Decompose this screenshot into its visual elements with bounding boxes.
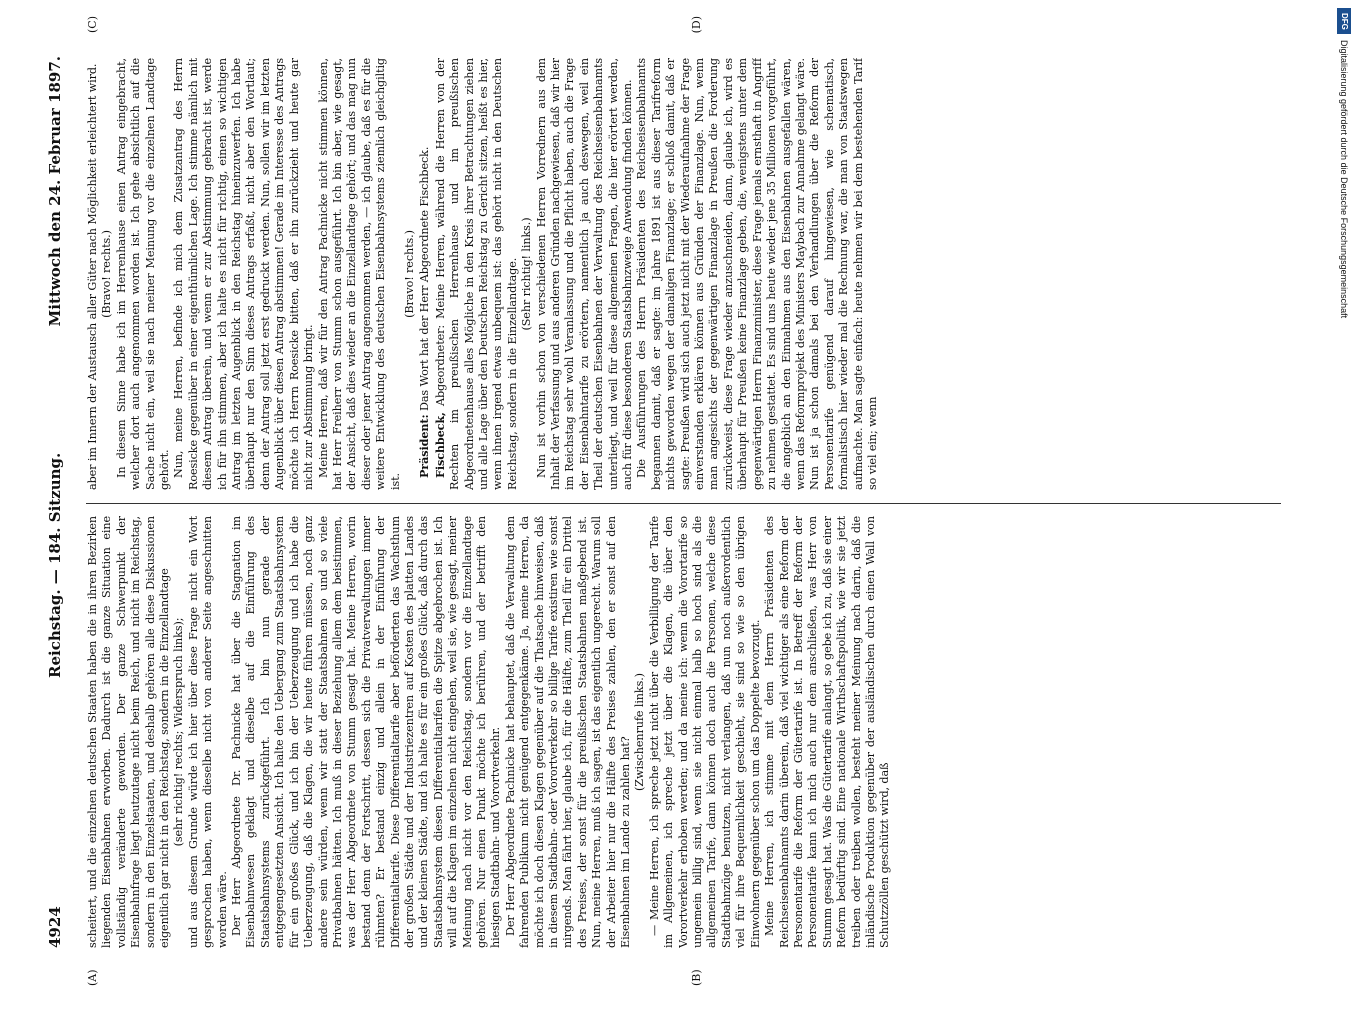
digitization-credit: Digitalisierung gefördert durch die Deutsche Forschungsgemeinschaft (1339, 40, 1349, 319)
paragraph-text: Der Herr Abgeordnete Pachnicke hat behauptet, daß die Verwaltung dem fahrenden Publikum nicht genügend entgegenkäme. Ja, meine Herren, da möchte ich doch diesen Klagen gegenüber auf die Thatsache hinweisen, daß in diesem Stadtbahn- oder Vorortverkehr so billige Tarife existiren wie sonst nirgends. Man fährt hier, glaube ich, für die Hälfte, zum Theil für ein Drittel des Preises, der sonst für die preußischen Staatsbahnen maßgebend ist. Nun, meine Herren, muß ich sagen, ist das eigentlich ungerecht. Warum soll der Arbeiter hier nur die Hälfte des Preises zahlen, den er sonst auf den Eisenbahnen im Lande zu zahlen hat? (503, 516, 633, 948)
paragraph-text: Meine Herren, ich stimme mit dem Herrn Präsidenten des Reichseisenbahnamts darin überein, daß viel wichtiger als eine Reform der Personentarife die Reform der Gütertarife ist. In Betreff der Reform der Personentarife kann ich mich auch nur dem anschließen, was Herr von Stumm gesagt hat. Was die Gütertarife anlangt, so gebe ich zu, daß sie einer Reform bedürftig sind. Eine nationale Wirthschaftspolitik, wie wir sie jetzt treiben oder treiben wollen, besteht meiner Meinung nach darin, daß die inländische Produktion gegenüber der ausländischen durch einen Wall von Schutzzöllen geschützt wird, daß (763, 516, 892, 948)
paragraph (115, 58, 173, 490)
interjection (633, 516, 647, 948)
left-column (86, 516, 1281, 948)
page-number: 4924 (46, 906, 64, 948)
paragraph (417, 58, 432, 490)
paragraph-text: (Bravo! rechts.) (402, 230, 416, 318)
column-divider (86, 503, 1281, 504)
text-columns (86, 56, 1290, 948)
paragraph-text: Abgeordneter: Meine Herren, während die Herren von der Rechten im preußischen Herrenhause und im preußischen Abgeordnetenhause alles Mögliche in den Kreis ihrer Betrachtungen ziehen und alle Lage über den Deutschen Reichstag zu Gericht sitzen, heißt es hier, wenn ihnen irgend etwas unbequem ist: das gehört nicht in den Deutschen Reichstag, sondern in die Einzellandtage. (433, 58, 519, 490)
paragraph-text: — Meine Herren, ich spreche jetzt nicht über die Verbilligung der Tarife im Allgemeinen, ich spreche jetzt über die Klagen, die über den Vorortverkehr erhoben werden; und da meine ich: wenn die Vorortarife so ungemein billig sind, wenn sie nicht einmal halb so hoch sind als die allgemeinen Tarife, dann können doch auch die Personen, welche diese Stadtbahnzüge benutzen, nicht verlangen, daß nun noch außerordentlich viel für ihre Bequemlichkeit geschieht, sie sind so wie so den übrigen Einwohnern gegenüber schon um das Doppelte bevorzugt. (647, 516, 762, 948)
margin-marker-a: (A) (86, 969, 99, 986)
paragraph-text: aber im Innern der Austausch aller Güter nach Möglichkeit erleichtert wird. (86, 63, 99, 490)
session-date: Mittwoch den 24. Februar 1897. (46, 56, 64, 327)
paragraph-text: Das Wort hat der Herr Abgeordnete Fischbeck. (418, 146, 432, 412)
paragraph (230, 516, 504, 948)
paragraph-text: scheitert, und die einzelnen deutschen Staaten haben die in ihren Bezirken liegenden Eisenbahnen erworben. Dadurch ist die ganze Situation eine vollständig veränderte geworden. Der ganze Schwerpunkt der Eisenbahnfrage liegt heutzutage nicht beim Reich, und nicht im Reichstag, sondern in den Einzelstaaten, und deshalb gehören alle diese Diskussionen eigentlich gar nicht in den Reichstag, sondern in die Einzellandtage (86, 516, 172, 948)
paragraph-text: Meine Herren, daß wir für den Antrag Pachnicke nicht stimmen können, hat Herr Freiherr von Stumm schon ausgeführt. Ich bin aber, wie gesagt, der Ansicht, daß dies wieder an die Einzellandtage gehört; und das mag nun dieser oder jener Antrag angenommen werden, — ich glaube, daß es für die weitere Entwicklung des deutschen Eisenbahnsystems ziemlich gleichgiltig ist. (316, 58, 402, 490)
paragraph (172, 58, 316, 490)
margin-marker-d: (D) (690, 16, 703, 34)
margin-marker-c: (C) (86, 16, 99, 33)
paragraph (317, 58, 403, 490)
dfg-logo: DFG (1337, 8, 1351, 34)
paragraph-text: (Bravo! rechts.) (100, 230, 114, 318)
paragraph (763, 516, 893, 948)
interjection (403, 58, 417, 490)
paragraph (504, 516, 634, 948)
interjection (520, 58, 534, 490)
page-header (40, 56, 70, 948)
running-title: Reichstag. — 184. Sitzung. (46, 452, 64, 678)
paragraph (535, 58, 636, 490)
interjection (100, 58, 114, 490)
paragraph-text: (Zwischenrufe links.) (633, 673, 647, 791)
speaker-name: Präsident: (417, 414, 432, 478)
paragraph (433, 58, 520, 490)
speaker-name: Fischbeck, (432, 412, 447, 478)
paragraph (187, 516, 230, 948)
paragraph-text: und aus diesem Grunde würde ich hier über diese Frage nicht ein Wort gesprochen haben, wenn dieselbe nicht von anderer Seite angeschnitten worden wäre. (186, 516, 229, 948)
paragraph-text: Die Ausführungen des Herrn Präsidenten des Reichseisenbahnamts begannen damit, daß er sagte: im Jahre 1891 ist aus dieser Tarifreform nichts geworden wegen der damaligen Finanzlage; er schloß damit, daß er sagte: Preußen wird sich auch jetzt nicht mit der Wiederaufnahme der Frage einverstanden erklären können aus Gründen der Finanzlage. Nun, wenn man angesichts der gegenwärtigen Finanzlage in Preußen die Forderung zurückweist, diese Frage wieder anzuschneiden, dann, glaube ich, wird es überhaupt für Preußen keine Finanzlage geben, die, wenigstens unter dem gegenwärtigen Herrn Finanzminister, diese Frage jemals ernsthaft in Angriff zu nehmen gestattet. Es sind uns heute wieder jene 35 Millionen vorgeführt, die angeblich an den Einnahmen aus den Eisenbahnen ausgefallen wären, wenn das Reformprojekt des Ministers Maybach zur Annahme gelangt wäre. Nun ist ja schon damals bei den Verhandlungen über die Reform der Personentarife genügend darauf hingewiesen, wie schematisch, formalistisch hier wieder mal die Rechnung war, die man von Staatswegen aufmachte. Man sagte einfach: heute nehmen wir bei dem bestehenden Tarif so viel ein; wenn (635, 58, 879, 490)
paragraph-text: In diesem Sinne habe ich im Herrenhause einen Antrag eingebracht, welcher dort auch angenommen worden ist. Ich gehe absichtlich auf die Sache nicht ein, weil sie nach meiner Meinung vor die einzelnen Landtage gehört. (114, 58, 172, 490)
paragraph (86, 58, 100, 490)
margin-marker-b: (B) (690, 969, 703, 986)
paragraph-text: Der Herr Abgeordnete Dr. Pachnicke hat über die Stagnation im Eisenbahnwesen geklagt und dieselbe auf die Einführung des Staatsbahnsystems zurückgeführt. Ich bin nun gerade der entgegengesetzten Ansicht. Ich halte den Uebergang zum Staatsbahnsystem für ein großes Glück, und ich bin der Ueberzeugung und ich habe die Ueberzeugung, daß die Klagen, die wir heute führen müssen, noch ganz andere sein würden, wenn wir statt der Staatsbahnen so und so viele Privatbahnen hätten. Ich muß in dieser Beziehung allem dem beistimmen, was der Herr Abgeordnete von Stumm gesagt hat. Meine Herren, worin bestand denn der Fortschritt, dessen sich die Privatverwaltungen immer rühmten? Er bestand einzig und allein in der Einführung der Differentialtarife. Diese Differentialtarife aber beförderten das Wachsthum der großen Städte und der Industriezentren auf Kosten des platten Landes und der kleinen Städte, und ich halte es für ein großes Glück, daß durch das Staatsbahnsystem diesen Differentialtarifen die Spitze abgebrochen ist. Ich will auf die Klagen im einzelnen nicht eingehen, weil sie, wie gesagt, meiner Meinung nach nicht vor den Reichstag, sondern vor die Einzellandtage gehören. Nur einen Punkt möchte ich berühren, und der betrifft den hiesigen Stadtbahn- und Vorortverkehr. (230, 516, 503, 948)
right-column (86, 58, 1281, 490)
paragraph-text: Nun ist vorhin schon von verschiedenen Herren Vorrednern aus dem Inhalt der Verfassung und aus anderen Gründen nachgewiesen, daß wir hier im Reichstag sehr wohl Veranlassung und die Pflicht haben, auch die Frage der Eisenbahntarife zu erörtern, namentlich ja auch deswegen, weil ein Theil der deutschen Eisenbahnen der Verwaltung des Reichseisenbahnamts unterliegt, und weil für diese allgemeinen Fragen, die hier erörtert werden, auch für diese besonderen Staatsbahnzweige Anwendung finden können. (534, 58, 635, 490)
paragraph-text: (sehr richtig! rechts; Widerspruch links); (172, 617, 186, 847)
paragraph-text: (Sehr richtig! links.) (520, 217, 534, 331)
interjection (172, 516, 186, 948)
paragraph-text: Nun, meine Herren, befinde ich mich dem Zusatzantrag des Herrn Roesicke gegenüber in einer eigenthümlichen Lage. Ich stimme nämlich mit diesem Antrag überein, und wenn er zur Abstimmung gebracht ist, werde ich für ihn stimmen, aber ich halte es nicht für richtig, einen so wichtigen Antrag im letzten Augenblick in den Reichstag hineinzuwerfen. Ich habe überhaupt nur den Sinn dieses Antrags erfaßt, nicht aber den Wortlaut; denn der Antrag soll jetzt erst gedruckt werden. Nun, sollen wir im letzten Augenblick über diesen Antrag abstimmen! Gerade im Interesse des Antrags möchte ich Herrn Roesicke bitten, daß er ihn zurückzieht und heute gar nicht zur Abstimmung bringt. (172, 58, 316, 490)
paragraph (648, 516, 763, 948)
paragraph (86, 516, 172, 948)
paragraph (635, 58, 880, 490)
